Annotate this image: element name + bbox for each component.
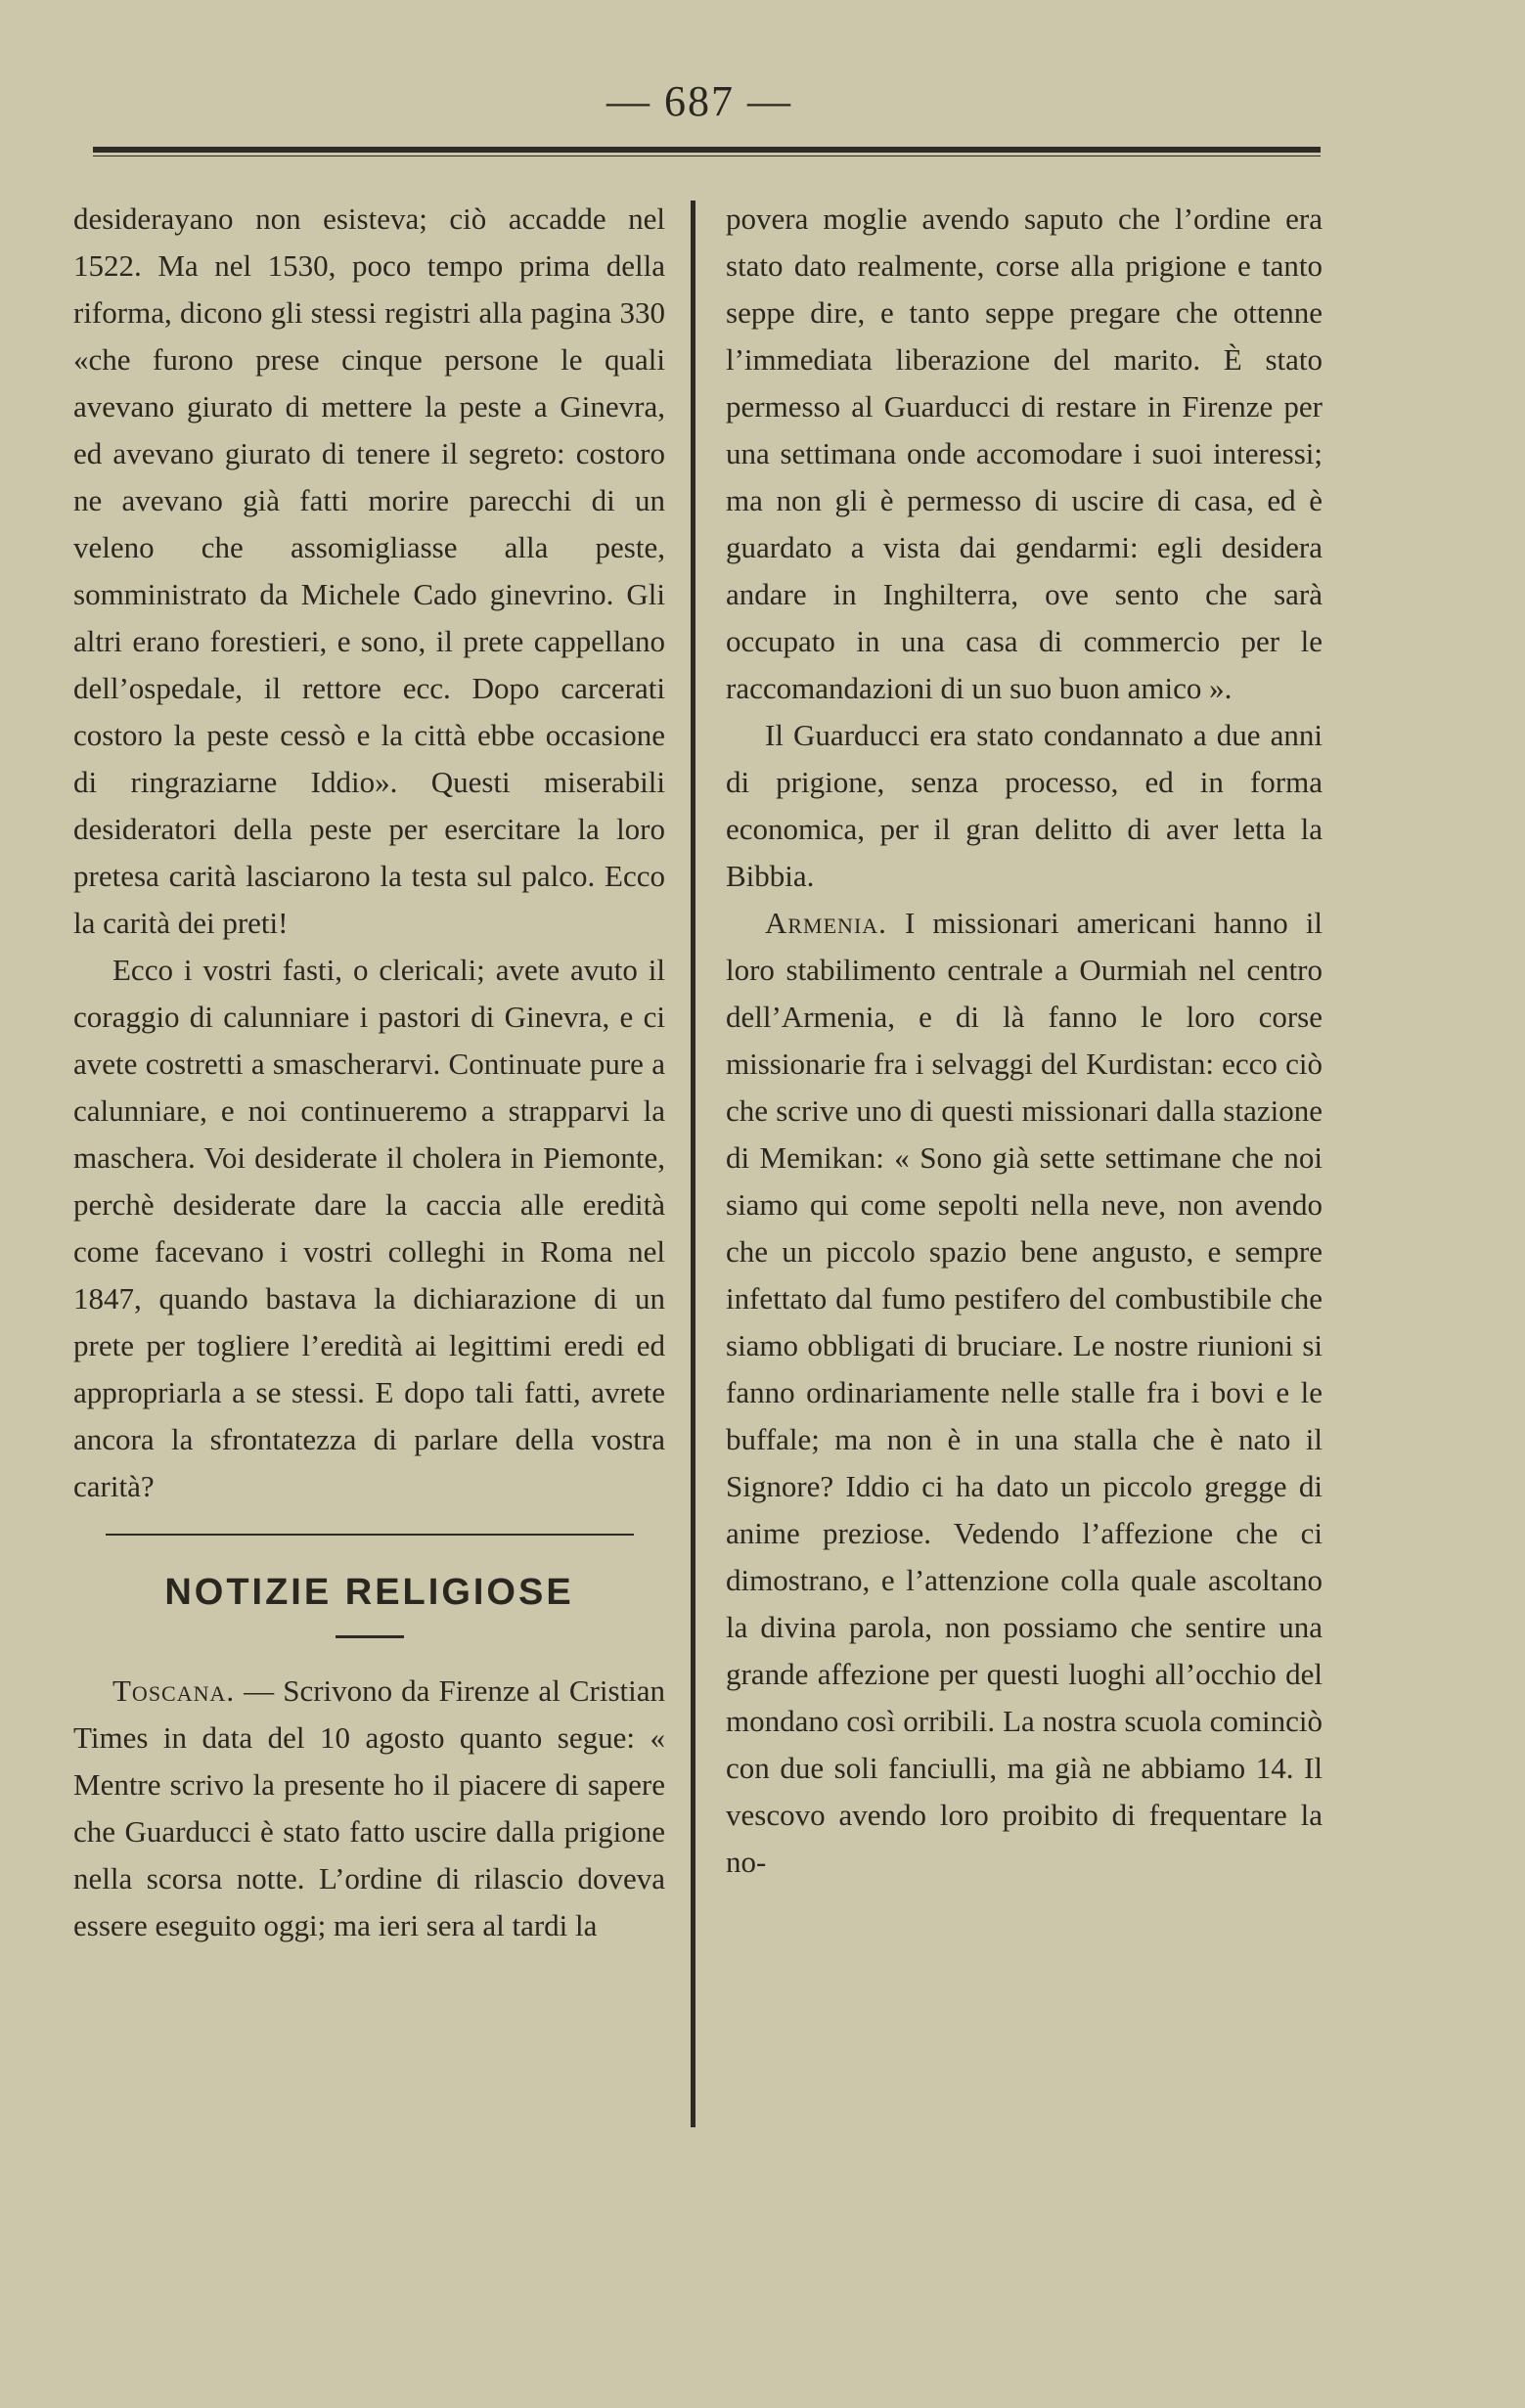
title-underline [336,1635,404,1638]
header-rule [93,147,1321,156]
left-paragraph-3 [73,1668,665,1949]
right-paragraph-2: Il Guarducci era stato condannato a due anni di prigione, senza processo, ed in forma economica, per il gran delitto di aver letta la Bibbia. [726,718,1323,893]
right-column [726,196,1323,1886]
toscana-label: Toscana. [112,1673,236,1708]
page-number: — 687 — [606,77,792,125]
left-paragraph-1: desiderayano non esisteva; ciò accadde nel 1522. Ma nel 1530, poco tempo prima della riforma, dicono gli stessi registri alla pagina 330 «che furono prese cinque persone le quali avevano giurato di mettere la peste a Ginevra, ed avevano giurato di tenere il segreto: costoro ne avevano già fatti morire parecchi di un veleno che assomigliasse alla peste, somministrato da Michele Cado ginevrino. Gli altri erano forestieri, e sono, il prete cappellano dell’ospedale, il rettore ecc. Dopo carcerati costoro la peste cessò e la città ebbe occasione di ringraziarne Iddio». Questi miserabili desideratori della peste per esercitare la loro pretesa carità lasciarono la testa sul palco. Ecco la carità dei preti! [73,201,665,940]
toscana-text: — Scrivono da Firenze al Cristian Times in data del 10 agosto quanto segue: « Mentre scrivo la presente ho il piacere di sapere che Guarducci è stato fatto uscire dalla prigione nella scorsa notte. L’ordine di rilascio doveva essere eseguito oggi; ma ieri sera al tardi la [73,1673,665,1942]
armenia-label: Armenia. [765,906,887,940]
section-separator [106,1534,634,1536]
right-paragraph-3 [726,900,1323,1886]
right-paragraph-1: povera moglie avendo saputo che l’ordine era stato dato realmente, corse alla prigione e tanto seppe dire, e tanto seppe pregare che ottenne l’immediata liberazione del marito. È stato permesso al Guarducci di restare in Firenze per una settimana onde accomodare i suoi interessi; ma non gli è permesso di uscire di casa, ed è guardato a vista dai gendarmi: egli desidera andare in Inghilterra, ove sento che sarà occupato in una casa di commercio per le raccomandazioni di un suo buon amico ». [726,201,1323,705]
armenia-text: I missionari americani hanno il loro stabilimento centrale a Ourmiah nel centro dell’Armenia, e di là fanno le loro corse missionarie fra i selvaggi del Kurdistan: ecco ciò che scrive uno di questi missionari dalla stazione di Memikan: « Sono già sette settimane che noi siamo qui come sepolti nella neve, non avendo che un piccolo spazio bene angusto, e sempre infettato dal fumo pestifero del combustibile che siamo obbligati di bruciare. Le nostre riunioni si fanno ordinariamente nelle stalle fra i bovi e le buffale; ma non è in una stalla che è nato il Signore? Iddio ci ha dato un piccolo gregge di anime preziose. Vedendo l’affezione che ci dimostrano, e l’attenzione colla quale ascoltano la divina parola, non possiamo che sentire una grande affezione per questi luoghi all’occhio del mondano così orribili. La nostra scuola cominciò con due soli fanciulli, ma già ne abbiamo 14. Il vescovo avendo loro proibito di frequentare la no- [726,906,1323,1879]
left-paragraph-2: Ecco i vostri fasti, o clericali; avete avuto il coraggio di calunniare i pastori di Ginevra, e ci avete costretti a smascherarvi. Continuate pure a calunniare, e noi continueremo a strapparvi la maschera. Voi desiderate il cholera in Piemonte, perchè desiderate dare la caccia alle eredità come facevano i vostri colleghi in Roma nel 1847, quando bastava la dichiarazione di un prete per togliere l’eredità ai legittimi eredi ed appropriarla a se stessi. E dopo tali fatti, avrete ancora la sfrontatezza di parlare della vostra carità? [73,953,665,1503]
left-column [73,196,665,1949]
section-title: NOTIZIE RELIGIOSE [164,1572,574,1613]
column-divider [691,201,695,2127]
